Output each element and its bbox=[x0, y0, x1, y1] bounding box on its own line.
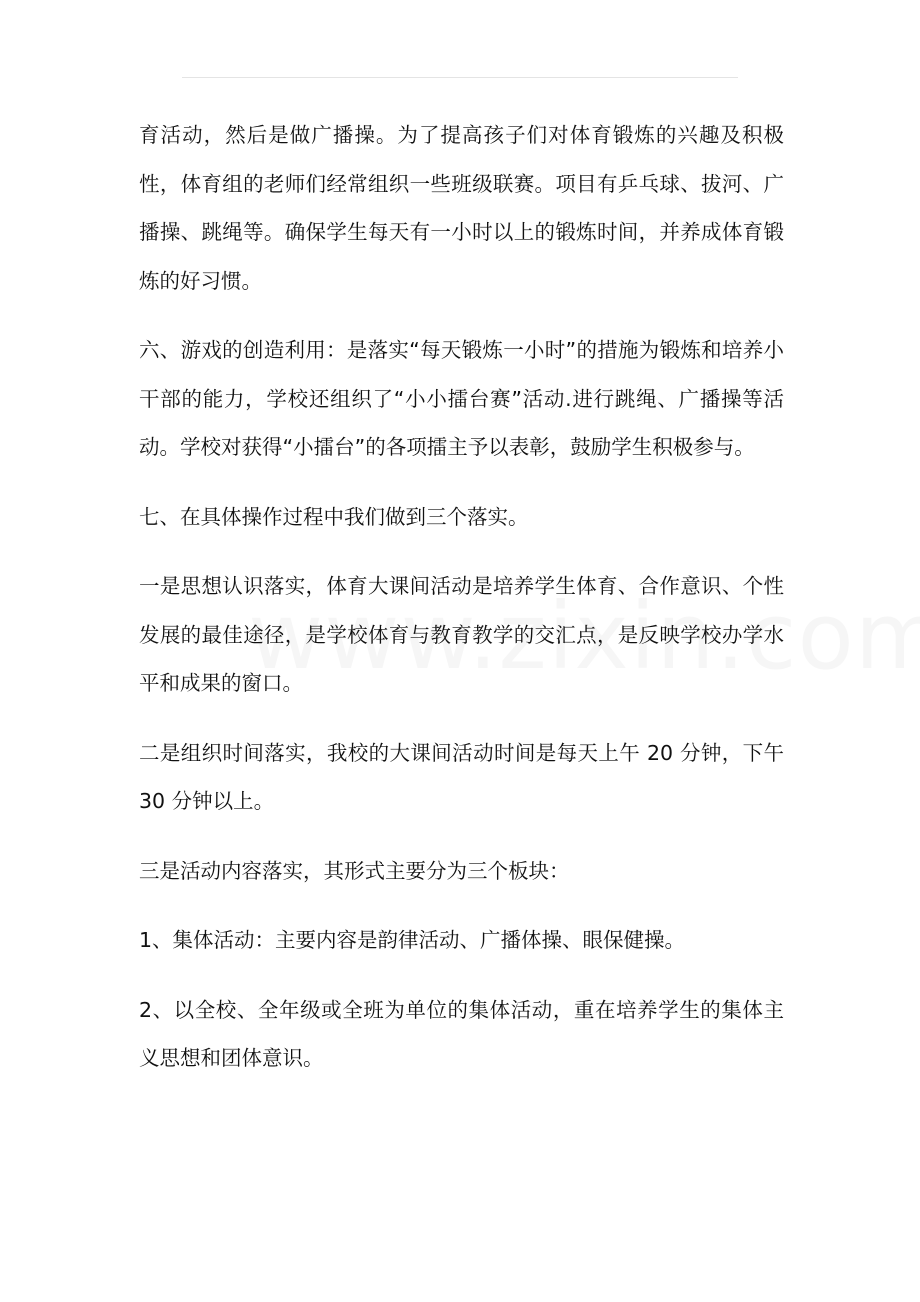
paragraph-3: 七、在具体操作过程中我们做到三个落实。 bbox=[139, 504, 529, 529]
document-body bbox=[139, 111, 784, 1104]
paragraph-1: 育活动，然后是做广播操。为了提高孩子们对体育锻炼的兴趣及积极性，体育组的老师们经常组织一些班级联赛。项目有乒乓球、拔河、广播操、跳绳等。确保学生每天有一小时以上的锻炼时间，并养成体育锻炼的好习惯。 bbox=[139, 123, 784, 293]
header-rule bbox=[182, 77, 738, 78]
paragraph-6: 三是活动内容落实，其形式主要分为三个板块： bbox=[139, 858, 570, 883]
paragraph-8: 2、以全校、全年级或全班为单位的集体活动，重在培养学生的集体主义思想和团体意识。 bbox=[139, 997, 784, 1070]
paragraph-2: 六、游戏的创造利用：是落实“每天锻炼一小时”的措施为锻炼和培养小干部的能力，学校还组织了“小小擂台赛”活动.进行跳绳、广播操等活动。学校对获得“小擂台”的各项擂主予以表彰，鼓励学生积极参与。 bbox=[139, 338, 784, 459]
paragraph-5: 二是组织时间落实，我校的大课间活动时间是每天上午 20 分钟，下午 30 分钟以上。 bbox=[139, 740, 784, 813]
footer-mark bbox=[444, 1213, 476, 1223]
paragraph-7: 1、集体活动：主要内容是韵律活动、广播体操、眼保健操。 bbox=[139, 928, 686, 952]
paragraph-4: 一是思想认识落实，体育大课间活动是培养学生体育、合作意识、个性发展的最佳途径，是学校体育与教育教学的交汇点，是反映学校办学水平和成果的窗口。 bbox=[139, 574, 784, 695]
